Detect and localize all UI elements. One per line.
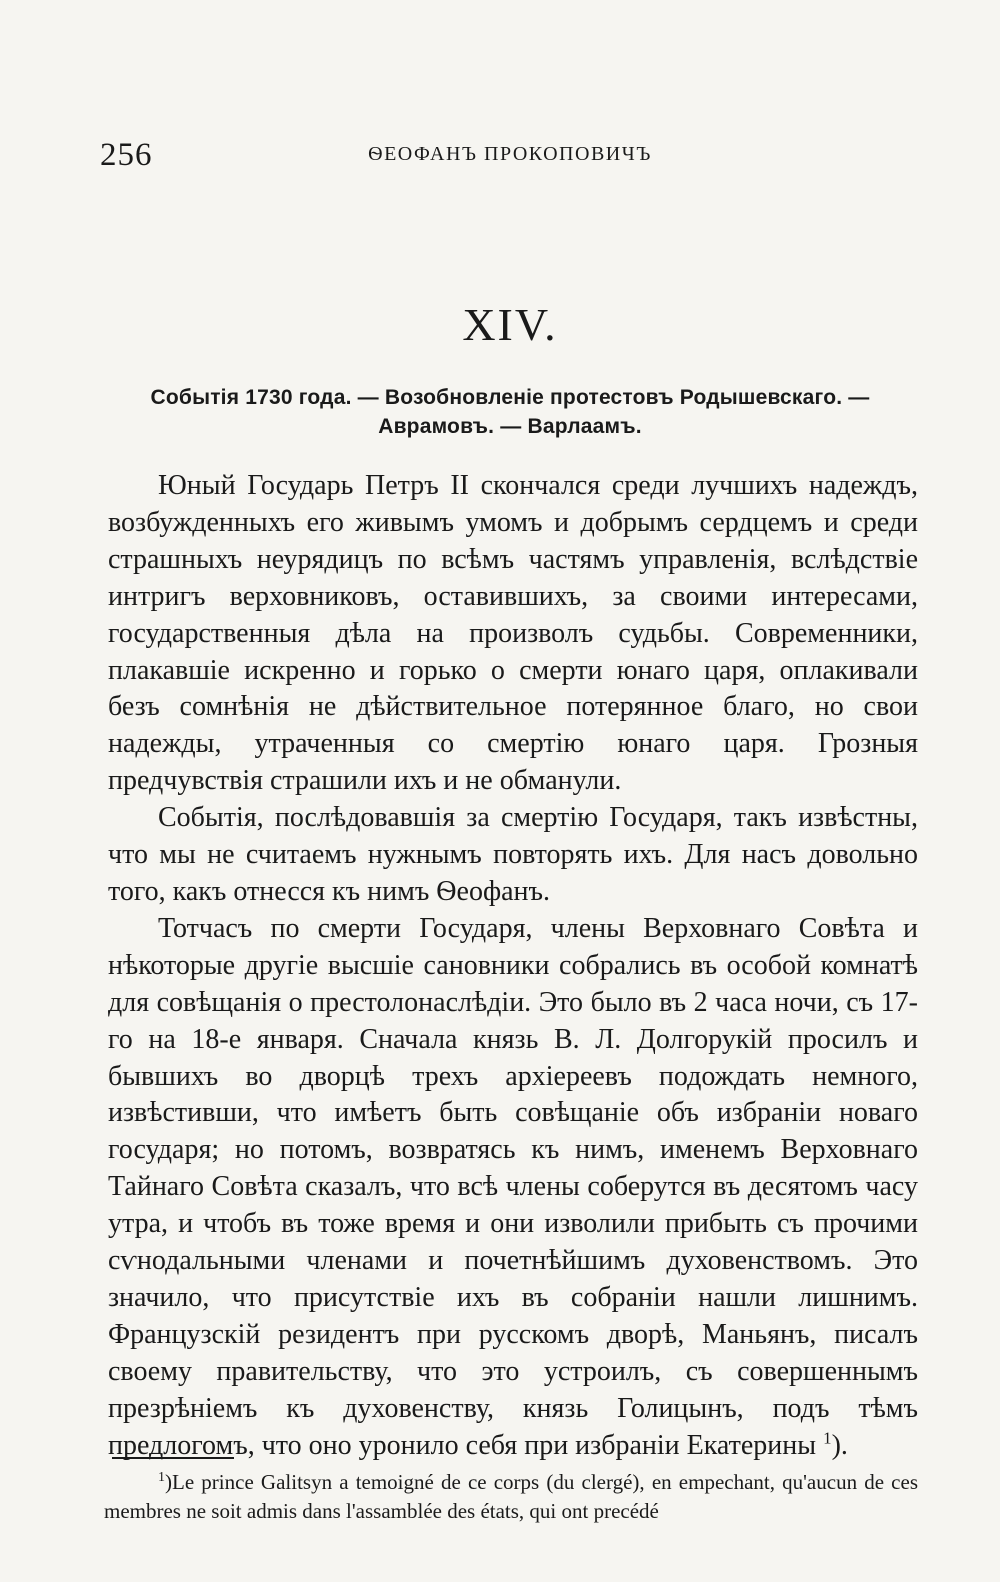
footnote-text: )Le prince Galitsyn a temoigné de ce corps (du clergé), en empechant, qu'aucun de ces membres ne soit admis dans l'assamblée des états, qui ont precédé [104, 1470, 918, 1523]
chapter-subtitle-line-2: Аврамовъ. — Варлаамъ. [378, 415, 642, 438]
chapter-subtitle-line-1: Событія 1730 года. — Возобновленіе протестовъ Родышевскаго. — [150, 386, 870, 409]
paragraph-with-footnote [108, 911, 918, 1465]
paragraph: Событія, послѣдовавшія за смертію Государя, такъ извѣстны, что мы не считаемъ нужнымъ повторять ихъ. Для насъ довольно того, какъ отнесся къ нимъ Ѳеофанъ. [108, 802, 918, 907]
chapter-number: XIV. [462, 299, 558, 350]
running-title: ѲЕОФАНЪ ПРОКОПОВИЧЪ [368, 143, 652, 165]
footnote-divider [112, 1457, 234, 1459]
footnote-mark: 1 [158, 1470, 165, 1485]
paragraph-end: ). [831, 1429, 848, 1461]
paragraph-text: Тотчасъ по смерти Государя, члены Верховнаго Совѣта и нѣкоторые другіе высшіе сановники собрались въ особой комнатѣ для совѣщанія о престолонаслѣдіи. Это было въ 2 часа ночи, съ 17-го на 18-е января. Сначала князь В. Л. Долгорукій просилъ и бывшихъ во дворцѣ трехъ архіереевъ подождать немного, извѣстивши, что имѣетъ быть совѣщаніе объ избраніи новаго государя; но потомъ, возвратясь къ нимъ, именемъ Верховнаго Тайнаго Совѣта сказалъ, что всѣ члены соберутся въ десятомъ часу утра, и чтобъ въ тоже время и они изволили прибыть съ прочими сѵнодальными членами и почетнѣйшимъ духовенствомъ. Это значило, что присутствіе ихъ въ собраніи нашли лишнимъ. Французскій резидентъ при русскомъ дворѣ, Маньянъ, писалъ своему правительству, что это устроилъ, съ совершеннымъ презрѣніемъ къ духовенству, князь Голицынъ, подъ тѣмъ предлогомъ, что оно уронило себя при избраніи Екатерины [108, 912, 918, 1461]
chapter-subtitle [100, 383, 920, 441]
footnote [104, 1468, 918, 1526]
paragraph: Юный Государь Петръ II скончался среди лучшихъ надеждъ, возбужденныхъ его живымъ умомъ и добрымъ сердцемъ и среди страшныхъ неурядицъ по всѣмъ частямъ управленія, вслѣдствіе интригъ верховниковъ, оставившихъ, за своими интересами, государственныя дѣла на произволъ судьбы. Современники, плакавшіе искренно и горько о смерти юнаго царя, оплакивали безъ сомнѣнія не дѣйствительное потерянное благо, но свои надежды, утраченныя со смертію юнаго царя. Грозныя предчувствія страшили ихъ и не обманули. [108, 470, 918, 797]
footnote-reference[interactable]: 1 [823, 1428, 832, 1448]
body-text [108, 468, 918, 1464]
page-number: 256 [100, 137, 153, 173]
